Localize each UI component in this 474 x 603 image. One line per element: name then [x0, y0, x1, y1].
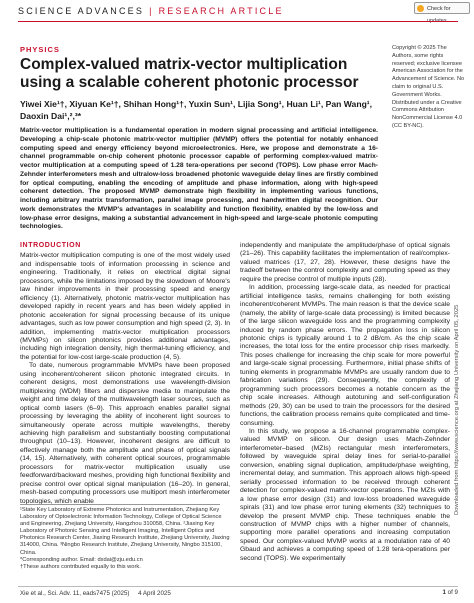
author-list: Yiwei Xie¹†, Xiyuan Ke¹†, Shihan Hong¹†, Yuxin Sun¹, Lijia Song¹, Huan Li¹, Pan Wang¹, Daoxin Dai¹,²,³* [20, 99, 373, 121]
updates-icon [417, 5, 424, 12]
check-for-updates-badge[interactable] [414, 2, 470, 14]
body-paragraph: independently and manipulate the amplitude/phase of optical signals (21–26). This capability facilitates the implementation of real/complex-valued matrices (17, 27, 28). However, these designs have the tradeoff between the control complexity and computing speed as they require the precise control of multiple inputs (28). [240, 242, 450, 283]
body-paragraph: To date, numerous programmable MVMPs have been proposed using incoherent/coherent silicon photonic integrated circuits. In coherent designs, most demonstrations use wavelength-division multiplexing (WDM) filters and dispersive media to manipulate the weight and time delay of the multiwavelength laser sources, such as optical comb lasers (6–9). This approach enables parallel signal processing by leveraging the ability of incoherent light sources to simultaneously operate across multiple wavelengths, thereby achieving high parallelism and substantially boosting computational throughput (10–13). However, incoherent designs are difficult to effectively manage both the amplitude and phase of optical signals (14, 15). Alternatively, with coherent optical sources, programmable processors for matrix-vector multiplication usually use feedforward/backward meshes, providing high functional flexibility and precise control over optical signal manipulation (16–20). In general, mesh-based computing processors use multiport mesh interferometer topologies, which enable [20, 362, 230, 505]
footer-rule [18, 586, 458, 587]
journal-name: SCIENCE ADVANCES [18, 6, 145, 16]
page-number [420, 589, 458, 596]
header-rule [18, 21, 458, 22]
affiliations: ¹State Key Laboratory of Extreme Photonics and Instrumentation, Zhejiang Key Laboratory of Optoelectronic Information Technology, College of Optical Science and Engineering, Zhejiang University, Hangzhou 310058, China. ²Jiaxing Key Laboratory of Photonic Sensing and Intelligent Imaging, Intelligent Optics and Photonics Research Center, Jiaxing Research Institute, Zhejiang University, Jiaxing 314000, China. ³Ningbo Research Institute, Zhejiang University, Ningbo 315100, China. *Corresponding author. Email: dxdai@zju.edu.cn †These authors contributed equally to this work. [20, 507, 230, 570]
header-separator: | [149, 6, 154, 16]
citation: Xie et al., Sci. Adv. 11, eads7475 (2025) 4 April 2025 [20, 590, 171, 597]
introduction-heading: INTRODUCTION [20, 242, 81, 249]
article-type: RESEARCH ARTICLE [158, 6, 284, 16]
affiliation-rule [20, 504, 220, 505]
journal-header [18, 6, 284, 16]
body-paragraph: Matrix-vector multiplication computing is one of the most widely used and indispensable tools of information processing in science and engineering. Traditionally, it relies on electrical digital signal processors, while the limitations imposed by the slowdown of Moore's law hinder improvements in their processing speed and energy efficiency (1). Alternatively, photonic matrix-vector multiplication has developed rapidly in recent years and has been widely applied in photonic acceleration for signal processing because of its unique advantages, such as low power consumption and high speed (2, 3). In addition, implementing matrix-vector multiplication processors (MVMPs) on silicon photonics provides additional advantages, including high integration density, high thermal-tuning efficiency, and the potential for low-cost large-scale production (4, 5). [20, 252, 230, 361]
abstract: Matrix-vector multiplication is a fundamental operation in modern signal processing and artificial intelligence. Developing a chip-scale photonic matrix-vector multiplier (MVMP) offers the potential for notably enhanced computing speed and energy efficiency beyond microelectronics. Here, we propose and demonstrate a 16-channel programmable on-chip coherent photonic processor capable of performing complex-valued matrix-vector multiplication at a computing speed of 1.28 tera-operations per second (TOPS). Low phase error Mach-Zehnder interferometers mesh and ultralow-loss broadened photonic waveguide delay lines are firstly combined for optical computing, enabling the encoding of amplitude and phase information, along with high-speed coherent detection. The proposed MVMP demonstrate high flexibility in implementing various functions, including arbitrary matrix transformation, parallel image processing, and handwritten digital recognition. Our work demonstrates the MVMP's advantages in scalability and function flexibility, enabled by the low-loss and low-phase error designs, making a substantial advancement in high-speed and large-scale photonic computing technologies. [20, 127, 378, 231]
body-paragraph: In this study, we propose a 16-channel programmable complex-valued MVMP on silicon. Our design uses Mach-Zehnder interferometer–based (MZIs) rectangular mesh interferometers, followed by waveguide spiral delay lines for serial-to-parallel conversion, enabling signal duplication, amplitude/phase weighting, incremental delay, and summation. This approach allows high-speed serially processed information to be received through coherent detection for complex-valued matrix-vector operations. The MZIs with a low phase error design (31) and low-loss broadened waveguide spirals (31) and low phase error tuning elements (32) techniques to develop the present MVMP chip. These techniques enable the construction of MVMP chips with a higher number of channels, supporting more parallel operations and increasing computation speed. Our complex-valued MVMP works at a modulation rate of 40 Gbaud and achieves a computing speed of 1.28 tera-operations per second (TOPS). We experimentally [240, 427, 450, 562]
section-label: PHYSICS [20, 45, 60, 54]
body-column-right [240, 242, 450, 563]
page-current: 1 [442, 589, 446, 596]
body-column-left [20, 242, 230, 506]
page-total: of 9 [445, 589, 458, 596]
body-paragraph: In addition, processing large-scale data, as needed for practical artificial intelligence tasks, remains challenging for both existing incoherent/coherent MVMPs. The main reason is that the device scale (namely, the ability of large-scale data processing) is limited because of the large silicon waveguide loss and the programming complexity induced by random phase errors. The propagation loss in silicon photonic chips is typically around 1 to 2 dB/cm. As the chip scale increases, the total loss for the entire processor chip rises markedly. This poses challenge for increasing the chip scale for more powerful and large-scale signal processing. Furthermore, initial phase shifts of tuning elements in programmable MVMPs are usually random due to fabrication variations (29). Consequently, the complexity of programming such processors becomes a notable concern as the chip scale increases. Although autotuning and self-configuration methods (29, 30) can be used to train the processors for the desired functions, the calibration process remains quite complicated and time-consuming. [240, 284, 450, 427]
copyright-notice: Copyright © 2025 The Authors, some rights reserved; exclusive licensee American Association for the Advancement of Science. No claim to original U.S. Government Works. Distributed under a Creative Commons Attribution NonCommercial License 4.0 (CC BY-NC). [392, 45, 465, 129]
download-note: Downloaded from https://www.science.org at Zhejiang University on April 05, 2025 [454, 304, 460, 515]
article-title: Complex-valued matrix-vector multiplication using a scalable coherent photonic processor [20, 56, 359, 91]
updates-label: Check for [427, 6, 451, 12]
download-side-strip [452, 175, 464, 515]
